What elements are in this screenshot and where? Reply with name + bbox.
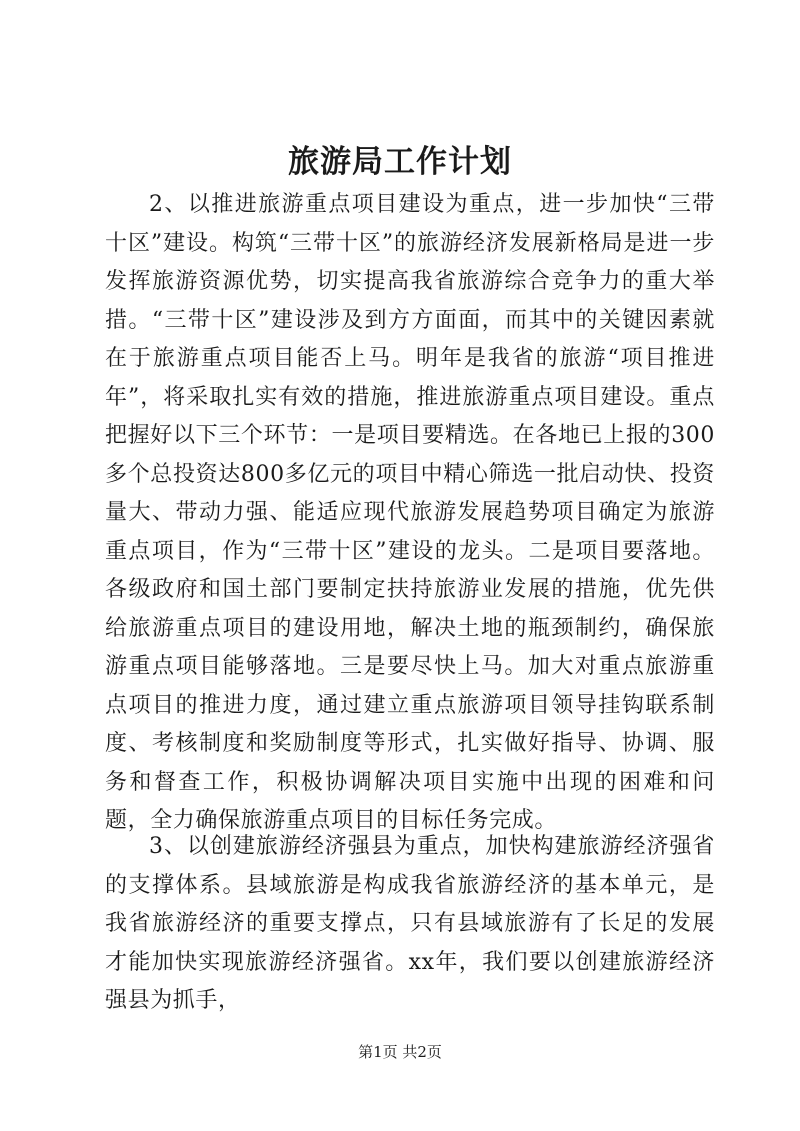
paragraph-3: 3、以创建旅游经济强县为重点，加快构建旅游经济强省的支撑体系。县域旅游是构成我省旅游经济的基本单元，是我省旅游经济的重要支撑点，只有县域旅游有了长足的发展才能加快实现旅游经济强省。xx年，我们要以创建旅游经济强县为抓手， <box>105 834 715 1013</box>
page-footer: 第1页 共2页 <box>358 1043 442 1061</box>
page-title: 旅游局工作计划 <box>288 144 512 180</box>
paragraph-2: 2、以推进旅游重点项目建设为重点，进一步加快“三带十区”建设。构筑“三带十区”的旅游经济发展新格局是进一步发挥旅游资源优势，切实提高我省旅游综合竞争力的重大举措。“三带十区”建设涉及到方方面面，而其中的关键因素就在于旅游重点项目能否上马。明年是我省的旅游“项目推进年”，将采取扎实有效的措施，推进旅游重点项目建设。重点把握好以下三个环节：一是项目要精选。在各地已上报的300多个总投资达800多亿元的项目中精心筛选一批启动快、投资量大、带动力强、能适应现代旅游发展趋势项目确定为旅游重点项目，作为“三带十区”建设的龙头。二是项目要落地。各级政府和国土部门要制定扶持旅游业发展的措施，优先供给旅游重点项目的建设用地，解决土地的瓶颈制约，确保旅游重点项目能够落地。三是要尽快上马。加大对重点旅游重点项目的推进力度，通过建立重点旅游项目领导挂钩联系制度、考核制度和奖励制度等形式，扎实做好指导、协调、服务和督查工作，积极协调解决项目实施中出现的困难和问题，全力确保旅游重点项目的目标任务完成。 <box>105 192 715 833</box>
